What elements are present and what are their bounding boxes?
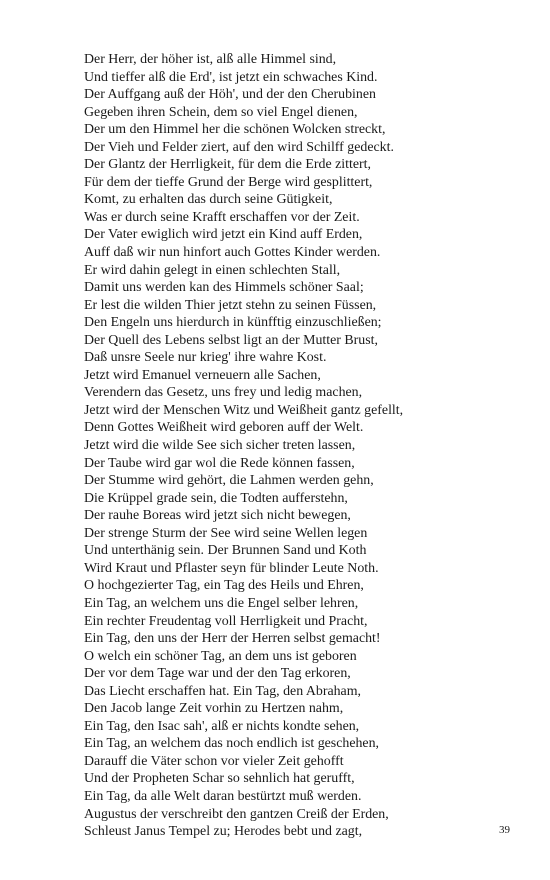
poem-line: Damit uns werden kan des Himmels schöner Saal; <box>84 280 364 296</box>
poem-line: Und unterthänig sein. Der Brunnen Sand und Koth <box>84 543 367 559</box>
poem-line: Ein Tag, an welchem uns die Engel selber lehren, <box>84 595 359 611</box>
poem-line: Verendern das Gesetz, uns frey und ledig machen, <box>84 385 363 401</box>
poem-line: Und der Propheten Schar so sehnlich hat gerufft, <box>84 771 355 787</box>
poem-line: Der strenge Sturm der See wird seine Wellen legen <box>84 525 368 541</box>
poem-text <box>84 51 524 841</box>
poem-line: Ein Tag, den Isac sah', alß er nichts kondte sehen, <box>84 718 360 734</box>
poem-line: Ein Tag, den uns der Herr der Herren selbst gemacht! <box>84 631 381 647</box>
poem-line: Ein Tag, da alle Welt daran bestürtzt muß werden. <box>84 788 362 804</box>
poem-line: Jetzt wird die wilde See sich sicher treten lassen, <box>84 438 356 454</box>
poem-line: Daß unsre Seele nur krieg' ihre wahre Kost. <box>84 350 327 366</box>
poem-line: Der Auffgang auß der Höh', und der den Cherubinen <box>84 87 376 103</box>
poem-line: Wird Kraut und Pflaster seyn für blinder Leute Noth. <box>84 560 379 576</box>
poem-line: Der vor dem Tage war und der den Tag erkoren, <box>84 666 351 682</box>
poem-line: Der Glantz der Herrligkeit, für dem die Erde zittert, <box>84 157 371 173</box>
poem-line: Den Engeln uns hierdurch in künfftig einzuschließen; <box>84 315 382 331</box>
poem-line: Gegeben ihren Schein, dem so viel Engel dienen, <box>84 104 358 120</box>
poem-line: Den Jacob lange Zeit vorhin zu Hertzen nahm, <box>84 701 344 717</box>
poem-line: Der Taube wird gar wol die Rede können fassen, <box>84 455 355 471</box>
poem-line: Der Vieh und Felder ziert, auf den wird Schilff gedeckt. <box>84 139 394 155</box>
poem-line: Denn Gottes Weißheit wird geboren auff der Welt. <box>84 420 364 436</box>
poem-line: Für dem der tieffe Grund der Berge wird gesplittert, <box>84 174 373 190</box>
poem-line: Jetzt wird Emanuel verneuern alle Sachen, <box>84 367 321 383</box>
poem-line: Auff daß wir nun hinfort auch Gottes Kinder werden. <box>84 245 381 261</box>
page-number: 39 <box>499 824 510 836</box>
poem-line: Das Liecht erschaffen hat. Ein Tag, den Abraham, <box>84 683 361 699</box>
poem-line: Jetzt wird der Menschen Witz und Weißheit gantz gefellt, <box>84 402 404 418</box>
poem-line: Der Stumme wird gehört, die Lahmen werden gehn, <box>84 473 374 489</box>
poem-line: Und tieffer alß die Erd', ist jetzt ein schwaches Kind. <box>84 69 378 85</box>
poem-line: Komt, zu erhalten das durch seine Gütigkeit, <box>84 192 333 208</box>
poem-line: O welch ein schöner Tag, an dem uns ist geboren <box>84 648 357 664</box>
poem-line: Ein Tag, an welchem das noch endlich ist geschehen, <box>84 736 380 752</box>
poem-line: Der Herr, der höher ist, alß alle Himmel sind, <box>84 52 337 67</box>
poem-line: Darauff die Väter schon vor vieler Zeit gehofft <box>84 753 344 769</box>
poem-line: O hochgezierter Tag, ein Tag des Heils und Ehren, <box>84 578 364 594</box>
poem-line: Er wird dahin gelegt in einen schlechten Stall, <box>84 262 341 278</box>
poem-line: Was er durch seine Krafft erschaffen vor der Zeit. <box>84 209 360 225</box>
poem-line: Augustus der verschreibt den gantzen Creiß der Erden, <box>84 806 389 822</box>
poem-line: Der Vater ewiglich wird jetzt ein Kind auff Erden, <box>84 227 363 243</box>
poem-line: Er lest die wilden Thier jetzt stehn zu seinen Füssen, <box>84 297 377 313</box>
poem-line: Die Krüppel grade sein, die Todten aufferstehn, <box>84 490 348 506</box>
poem-line: Ein rechter Freudentag voll Herrligkeit und Pracht, <box>84 613 368 629</box>
poem-line: Der Quell des Lebens selbst ligt an der Mutter Brust, <box>84 332 378 348</box>
poem-line: Der rauhe Boreas wird jetzt sich nicht bewegen, <box>84 508 351 524</box>
poem-line: Schleust Janus Tempel zu; Herodes bebt und zagt, <box>84 824 363 840</box>
poem-line: Der um den Himmel her die schönen Wolcken streckt, <box>84 122 386 138</box>
